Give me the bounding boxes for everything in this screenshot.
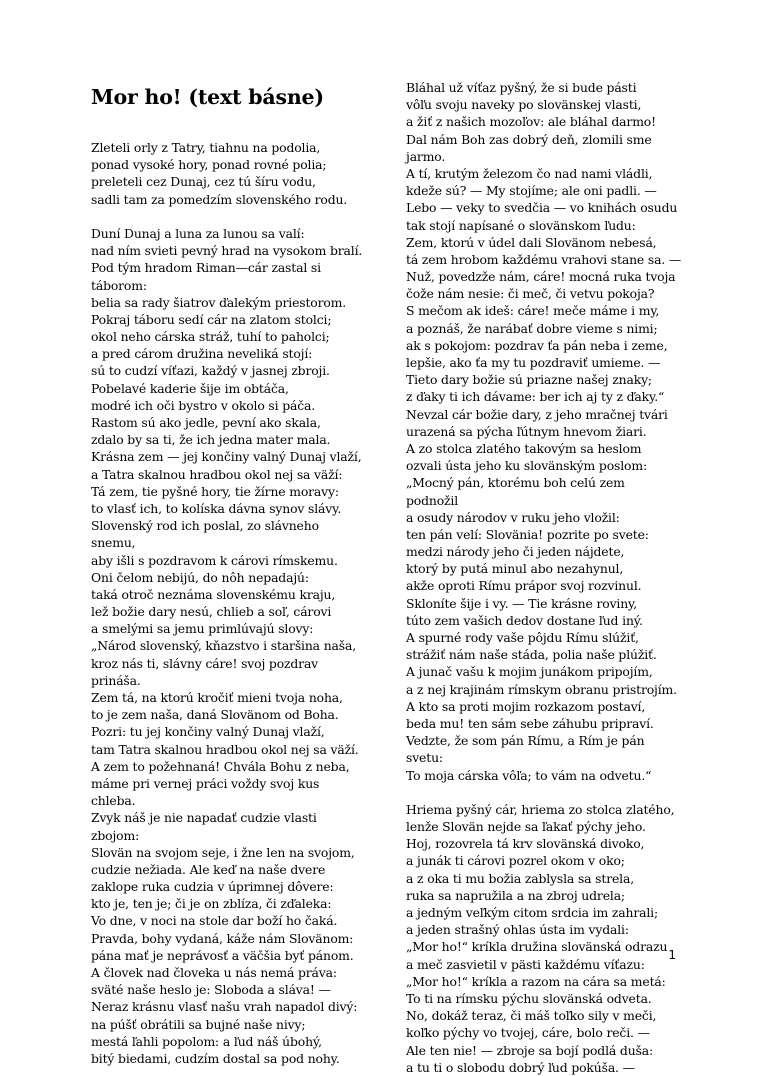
poem-line: pána mať je neprávosť a väčšia byť pánom. xyxy=(91,947,354,963)
poem-line: máme pri vernej práci voždy svoj kus xyxy=(91,775,320,791)
poem-line: Ale ten nie! — zbroje sa bojí podlá duša: xyxy=(406,1042,654,1058)
poem-line: nad ním svieti pevný hrad na vysokom bralí. xyxy=(91,243,363,259)
poem-line: bitý biedami, cudzím dostal sa pod nohy. xyxy=(91,1050,340,1066)
poem-line: zbojom: xyxy=(91,827,140,843)
poem-line: Pod tým hradom Riman—cár zastal si xyxy=(91,260,321,276)
poem-line: túto zem vašich dedov dostane ľud iný. xyxy=(406,612,643,628)
poem-line: podnožil xyxy=(406,492,459,508)
poem-line: Hoj, rozovrela tá krv slovänská divoko, xyxy=(406,836,645,852)
poem-line: to je zem naša, daná Slovänom od Boha. xyxy=(91,707,339,723)
poem-left-column xyxy=(91,139,391,1067)
poem-line: Pobelavé kaderie šije im obtáča, xyxy=(91,380,289,396)
poem-line: kroz nás ti, slávny cáre! svoj pozdrav xyxy=(91,655,319,671)
poem-line: na púšť obrátili sa bujné naše nivy; xyxy=(91,1016,306,1032)
poem-line: Lebo — veky to svedčia — vo knihách osudu xyxy=(406,200,678,216)
page-number: 1 xyxy=(668,948,676,962)
poem-line: aby išli s pozdravom k cárovi rímskemu. xyxy=(91,552,338,568)
poem-line: Vo dne, v noci na stole dar boží ho čaká. xyxy=(91,913,338,929)
poem-line: strážiť nám naše stáda, polia naše plúžiť. xyxy=(406,647,657,663)
poem-line: a pred cárom družina neveliká stojí: xyxy=(91,346,313,362)
poem-line: urazená sa pýcha ľútnym hnevom žiari. xyxy=(406,423,647,439)
poem-line: prináša. xyxy=(91,672,141,688)
poem-line: Pozri: tu jej končiny valný Dunaj vlaží, xyxy=(91,724,325,740)
poem-line: tak stojí napísané o slovänskom ľudu: xyxy=(406,217,636,233)
poem-line: a poznáš, že narábať dobre vieme s nimi; xyxy=(406,320,658,336)
poem-line: snemu, xyxy=(91,535,136,551)
poem-line: svetu: xyxy=(406,750,443,766)
poem-line: a tu ti o slobodu dobrý ľud pokúša. — xyxy=(406,1059,635,1075)
poem-line: koľko pýchy vo tvojej, cáre, bolo reči. — xyxy=(406,1025,650,1041)
poem-line: tá zem hrobom každému vrahovi stane sa. — xyxy=(406,251,682,267)
poem-line: Oni čelom nebijú, do nôh nepadajú: xyxy=(91,569,309,585)
poem-line: Tá zem, tie pyšné hory, tie žírne moravy: xyxy=(91,483,339,499)
poem-line: ktorý by putá minul abo nezahynul, xyxy=(406,561,624,577)
poem-line: okol neho cárska stráž, tuhí to paholci; xyxy=(91,329,330,345)
poem-line: kto je, ten je; či je on zblíza, či zďaleka: xyxy=(91,896,332,912)
poem-line: a žiť z našich mozoľov: ale bláhal darmo! xyxy=(406,114,656,130)
poem-line: ten pán velí: Slovänia! pozrite po svete: xyxy=(406,526,649,542)
poem-line: a osudy národov v ruku jeho vložil: xyxy=(406,509,620,525)
poem-line: medzi národy jeho či jeden nájdete, xyxy=(406,544,625,560)
poem-line: zdalo by sa ti, že ich jedna mater mala. xyxy=(91,432,331,448)
poem-line: a jedným veľkým citom srdcia im zahrali; xyxy=(406,905,659,920)
poem-line: taká otroč neznáma slovenskému kraju, xyxy=(91,586,336,602)
page-title: Mor ho! (text básne) xyxy=(91,85,324,109)
poem-line: a z nej krajinám rímskym obranu pristrojím. xyxy=(406,681,677,697)
poem-line: a smelými sa jemu primlúvajú slovy: xyxy=(91,621,314,637)
poem-line: Skloníte šije i vy. — Tie krásne roviny, xyxy=(406,595,638,611)
poem-line: a jeden strašný ohlas ústa im vydali: xyxy=(406,922,629,938)
poem-line: A zem to požehnaná! Chvála Bohu z neba, xyxy=(91,758,350,774)
poem-line: Duní Dunaj a luna za lunou sa valí: xyxy=(91,225,305,241)
poem-line: To ti na rímsku pýchu slovänská odveta. xyxy=(406,990,652,1006)
poem-line: Vedzte, že som pán Rímu, a Rím je pán xyxy=(406,733,645,749)
poem-line: S mečom ak ideš: cáre! meče máme i my, xyxy=(406,303,660,319)
poem-line: ozvali ústa jeho ku slovänským poslom: xyxy=(406,458,647,474)
poem-line: To moja cárska vôľa; to vám na odvetu.“ xyxy=(406,767,652,783)
poem-line: a z oka ti mu božia zablysla sa strela, xyxy=(406,870,635,886)
poem-line: a meč zasvietil v pästi každému víťazu: xyxy=(406,956,645,972)
poem-line: A človek nad človeka u nás nemá práva: xyxy=(91,965,337,980)
poem-line: A tí, krutým železom čo nad nami vládli, xyxy=(406,165,653,181)
poem-line: Nevzal cár božie dary, z jeho mračnej tvári xyxy=(406,406,668,422)
poem-line: jarmo. xyxy=(406,148,446,164)
poem-line: chleba. xyxy=(91,793,136,809)
poem-line: Slovenský rod ich poslal, zo slávneho xyxy=(91,518,319,534)
stanza-break xyxy=(91,208,391,225)
poem-line: Pravda, bohy vydaná, káže nám Slovänom: xyxy=(91,930,354,946)
poem-line: lež božie dary nesú, chlieb a soľ, cárovi xyxy=(91,604,332,620)
poem-line: Neraz krásnu vlasť našu vrah napadol divý: xyxy=(91,999,358,1015)
poem-line: No, dokáž teraz, či máš toľko sily v meči, xyxy=(406,1008,657,1024)
poem-line: čože nám nesie: či meč, či vetvu pokoja? xyxy=(406,286,655,302)
poem-line: Zvyk náš je nie napadať cudzie vlasti xyxy=(91,810,317,826)
poem-line: Slovän na svojom seje, i žne len na svojom, xyxy=(91,844,355,860)
poem-line: mestá ľahli popolom: a ľud náš úbohý, xyxy=(91,1033,322,1049)
poem-line: Pokraj táboru sedí cár na zlatom stolci; xyxy=(91,311,332,327)
poem-line: „Národ slovenský, kňazstvo i staršina naša, xyxy=(91,638,357,654)
poem-line: preleteli cez Dunaj, cez tú šíru vodu, xyxy=(91,174,316,190)
poem-line: lenže Slovän nejde sa ľakať pýchy jeho. xyxy=(406,819,646,835)
poem-line: ruka sa napružila a na zbroj udrela; xyxy=(406,887,625,903)
poem-line: akže oproti Rímu prápor svoj rozvinul. xyxy=(406,578,642,594)
poem-line: a junák ti cárovi pozrel okom v oko; xyxy=(406,853,625,869)
poem-line: sadli tam za pomedzím slovenského rodu. xyxy=(91,191,348,207)
poem-line: A kto sa proti mojim rozkazom postaví, xyxy=(406,698,646,714)
poem-line: Bláhal už víťaz pyšný, že si bude pásti xyxy=(406,80,637,95)
poem-line: cudzie nežiada. Ale keď na naše dvere xyxy=(91,861,326,877)
poem-line: sú to cudzí víťazi, každý v jasnej zbroji. xyxy=(91,363,330,379)
poem-line: Zleteli orly z Tatry, tiahnu na podolia, xyxy=(91,140,321,155)
poem-line: zaklope ruka cudzia v úprimnej dôvere: xyxy=(91,879,334,895)
poem-line: Nuž, povedzže nám, cáre! mocná ruka tvoja xyxy=(406,269,676,285)
poem-line: „Mor ho!“ kríkla a razom na cára sa metá: xyxy=(406,973,666,989)
poem-line: Rastom sú ako jedle, pevní ako skala, xyxy=(91,415,321,430)
poem-line: belia sa rady šiatrov ďalekým priestorom. xyxy=(91,294,347,310)
poem-line: Krásna zem — jej končiny valný Dunaj vlaží, xyxy=(91,449,362,465)
poem-line: ponad vysoké hory, ponad rovné polia; xyxy=(91,157,327,173)
poem-line: A junač vašu k mojim junákom pripojím, xyxy=(406,664,653,680)
stanza-break xyxy=(406,784,706,801)
poem-line: tam Tatra skalnou hradbou okol nej sa väží. xyxy=(91,741,359,757)
poem-line: „Mocný pán, ktorému boh celú zem xyxy=(406,475,625,491)
poem-line: Dal nám Boh zas dobrý deň, zlomili sme xyxy=(406,131,652,147)
poem-line: Hriema pyšný cár, hriema zo stolca zlatého, xyxy=(406,801,675,817)
poem-line: „Mor ho!“ kríkla družina slovänská odrazu xyxy=(406,939,668,955)
poem-line: to vlasť ich, to kolíska dávna synov slávy. xyxy=(91,500,342,516)
poem-line: modré ich oči bystro v okolo si páča. xyxy=(91,397,316,413)
poem-line: Zem, ktorú v údel dali Slovänom nebesá, xyxy=(406,234,657,250)
poem-line: táborom: xyxy=(91,277,147,293)
poem-line: A zo stolca zlatého takovým sa heslom xyxy=(406,440,642,456)
poem-line: sväté naše heslo je: Sloboda a sláva! — xyxy=(91,982,331,998)
poem-line: a Tatra skalnou hradbou okol nej sa väží: xyxy=(91,466,343,482)
poem-right-column xyxy=(406,79,706,1076)
poem-line: beda mu! ten sám sebe záhubu pripraví. xyxy=(406,715,654,731)
poem-line: lepšie, ako ťa my tu pozdraviť umieme. — xyxy=(406,355,661,370)
poem-line: z ďaky ti ich dávame: ber ich aj ty z ďaky.“ xyxy=(406,389,665,405)
poem-line: ak s pokojom: pozdrav ťa pán neba i zeme, xyxy=(406,337,668,353)
poem-line: Zem tá, na ktorú kročiť mieni tvoja noha, xyxy=(91,690,343,705)
poem-line: kdeže sú? — My stojíme; ale oni padli. — xyxy=(406,183,657,199)
poem-line: Tieto dary božie sú priazne našej znaky; xyxy=(406,372,652,388)
poem-line: vôľu svoju naveky po slovänskej vlasti, xyxy=(406,97,642,113)
poem-line: A spurné rody vaše pôjdu Rímu slúžiť, xyxy=(406,630,639,645)
